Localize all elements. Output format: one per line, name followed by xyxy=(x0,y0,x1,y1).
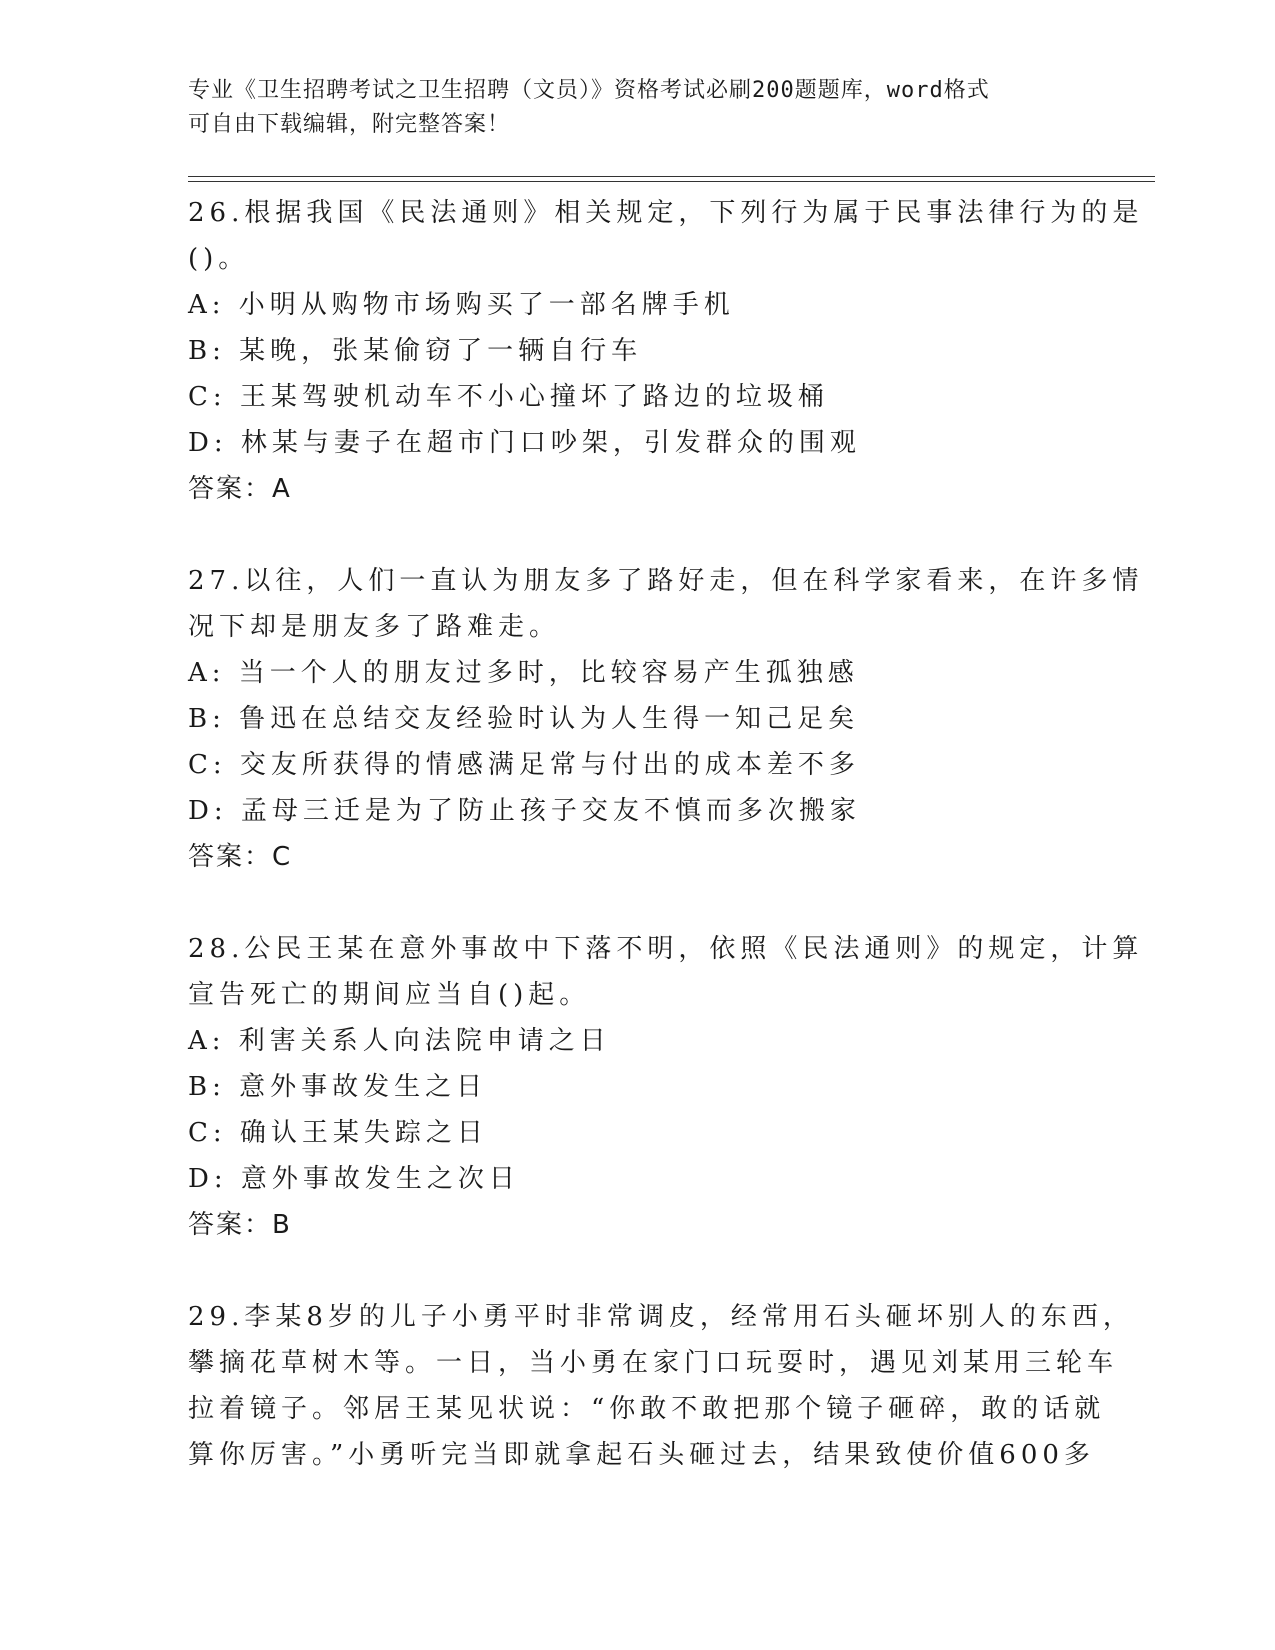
option-b: B: 鲁迅在总结交友经验时认为人生得一知己足矣 xyxy=(188,704,860,734)
question-stem-line: 算你厉害。”小勇听完当即就拿起石头砸过去，结果致使价值600多 xyxy=(188,1440,1095,1470)
question-29 xyxy=(188,1294,1134,1478)
question-stem-line: 28.公民王某在意外事故中下落不明，依照《民法通则》的规定，计算 xyxy=(188,934,1144,964)
question-stem-line: 攀摘花草树木等。一日，当小勇在家门口玩耍时，遇见刘某用三轮车 xyxy=(188,1348,1119,1378)
header-line-1: 专业《卫生招聘考试之卫生招聘（文员）》资格考试必刷200题题库，word格式 xyxy=(188,78,990,103)
question-list xyxy=(188,190,1144,1524)
question-27 xyxy=(188,558,1144,880)
answer-label: 答案：C xyxy=(188,842,293,872)
answer-label: 答案：A xyxy=(188,474,292,504)
question-stem-line: 况下却是朋友多了路难走。 xyxy=(188,612,561,642)
question-stem-line: ()。 xyxy=(188,244,250,274)
answer-label: 答案：B xyxy=(188,1210,292,1240)
question-stem-line: 宣告死亡的期间应当自()起。 xyxy=(188,980,591,1010)
option-b: B: 某晚，张某偷窃了一辆自行车 xyxy=(188,336,643,366)
option-c: C: 交友所获得的情感满足常与付出的成本差不多 xyxy=(188,750,860,780)
option-a: A: 小明从购物市场购买了一部名牌手机 xyxy=(188,290,735,320)
question-26 xyxy=(188,190,1144,512)
option-b: B: 意外事故发生之日 xyxy=(188,1072,488,1102)
header-divider xyxy=(188,176,1155,182)
option-c: C: 确认王某失踪之日 xyxy=(188,1118,488,1148)
question-stem-line: 26.根据我国《民法通则》相关规定，下列行为属于民事法律行为的是 xyxy=(188,198,1144,228)
document-header xyxy=(188,74,1068,142)
option-a: A: 利害关系人向法院申请之日 xyxy=(188,1026,611,1056)
header-line-2: 可自由下载编辑，附完整答案！ xyxy=(188,112,511,137)
option-d: D: 林某与妻子在超市门口吵架，引发群众的围观 xyxy=(188,428,861,458)
question-stem-line: 29.李某8岁的儿子小勇平时非常调皮，经常用石头砸坏别人的东西， xyxy=(188,1302,1134,1332)
option-a: A: 当一个人的朋友过多时，比较容易产生孤独感 xyxy=(188,658,859,688)
question-28 xyxy=(188,926,1144,1248)
question-stem-line: 拉着镜子。邻居王某见状说：“你敢不敢把那个镜子砸碎，敢的话就 xyxy=(188,1394,1106,1424)
question-stem-line: 27.以往，人们一直认为朋友多了路好走，但在科学家看来，在许多情 xyxy=(188,566,1144,596)
option-d: D: 意外事故发生之次日 xyxy=(188,1164,520,1194)
option-c: C: 王某驾驶机动车不小心撞坏了路边的垃圾桶 xyxy=(188,382,829,412)
option-d: D: 孟母三迁是为了防止孩子交友不慎而多次搬家 xyxy=(188,796,861,826)
